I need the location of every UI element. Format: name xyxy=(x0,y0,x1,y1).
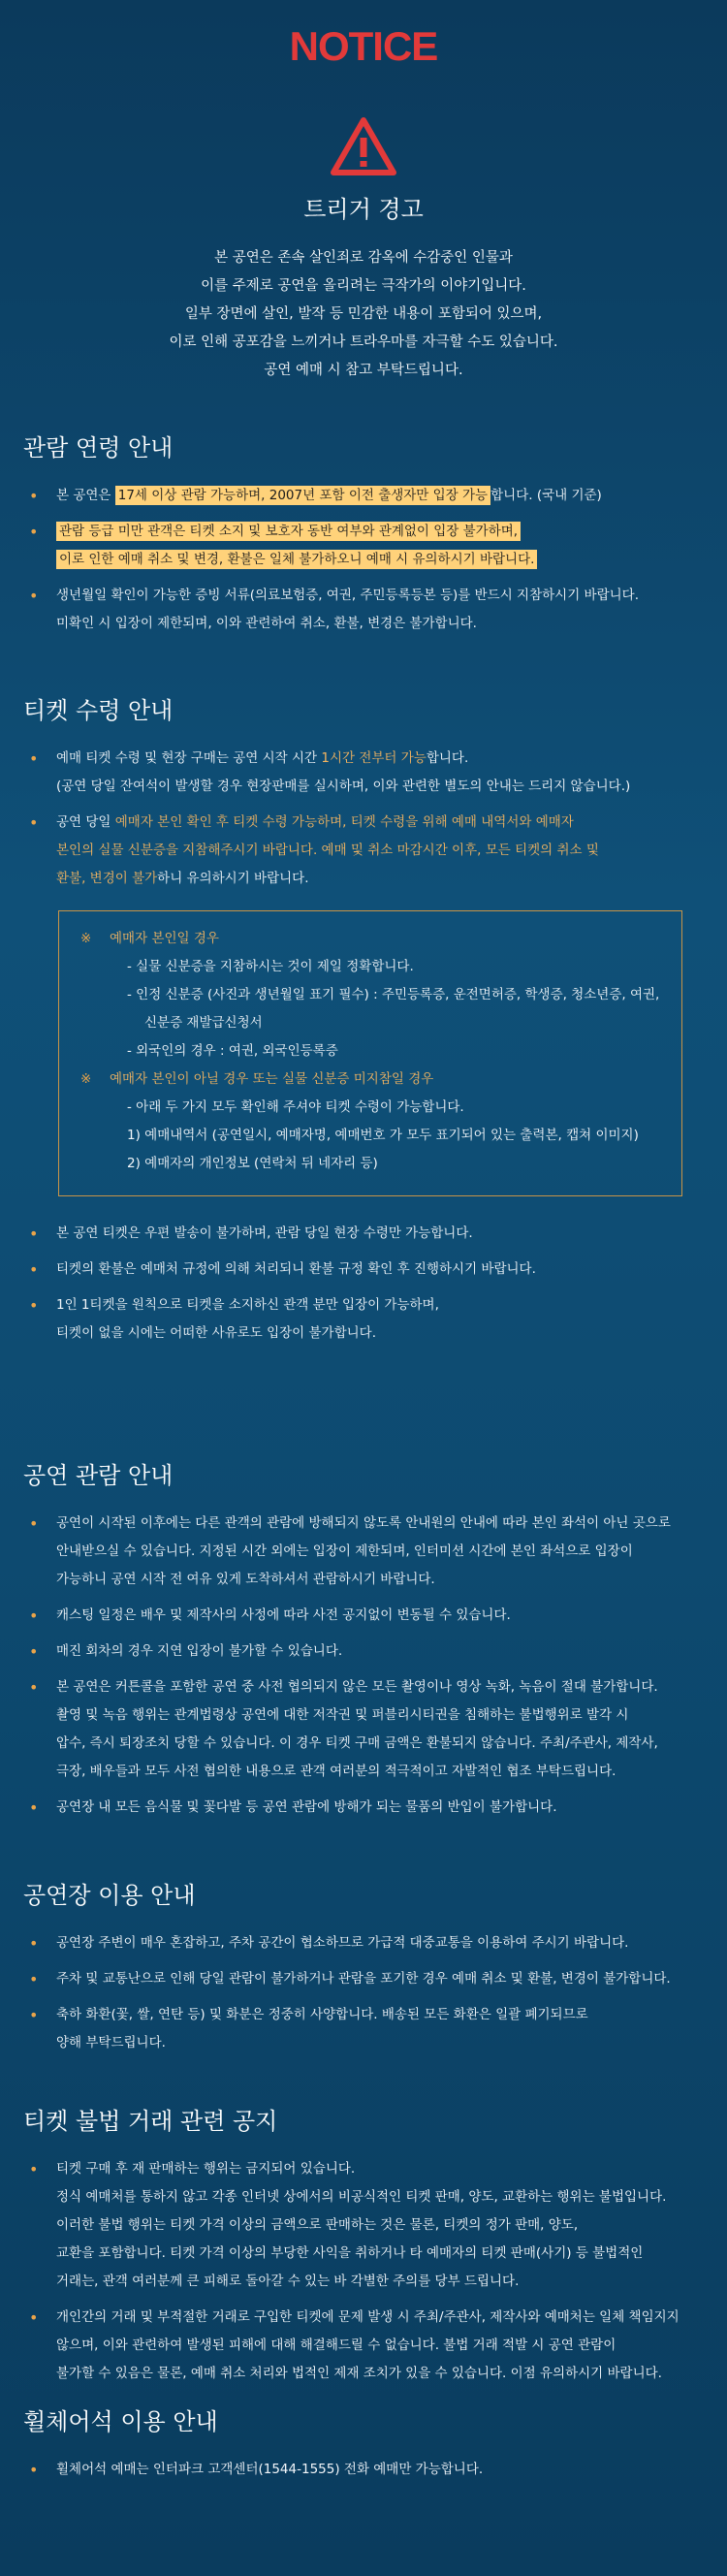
list-item: • 공연장 주변이 매우 혼잡하고, 주차 공간이 협소하므로 가급적 대중교통을 이용하여 주시기 바랍니다. xyxy=(23,1929,702,1957)
list-item: • 본 공연은 커튼콜을 포함한 공연 중 사전 협의되지 않은 모든 촬영이나 영상 녹화, 녹음이 절대 불가합니다. 촬영 및 녹음 행위는 관계법령상 공연에 대한 저작권 및 퍼블리시티권을 침해하는 불법행위로 발각 시 압수, 즉시 퇴장조치 당할 수 있습니다. 이 경우 티켓 구매 금액은 환불되지 않습니다. 주최/주관사, 제작사, 극장, 배우들과 모두 사전 협의한 내용으로 관객 여러분의 적극적이고 자발적인 협조 부탁드립니다. xyxy=(23,1673,702,1786)
list-item: • 티켓의 환불은 예매처 규정에 의해 처리되니 환불 규정 확인 후 진행하시기 바랍니다. xyxy=(23,1256,702,1284)
section-wheelchair xyxy=(23,2402,702,2492)
trigger-line: 이로 인해 공포감을 느끼거나 트라우마를 자극할 수도 있습니다. xyxy=(169,334,558,350)
section-age xyxy=(23,429,702,646)
highlight: 17세 이상 관람 가능하며, 2007년 포함 이전 출생자만 입장 가능 xyxy=(115,486,490,505)
bullet-icon: • xyxy=(29,1678,39,1697)
list-item: • 매진 회차의 경우 지연 입장이 불가할 수 있습니다. xyxy=(23,1638,702,1666)
bullet-icon: • xyxy=(29,2461,39,2479)
section-title: 관람 연령 안내 xyxy=(23,434,174,461)
trigger-warning-text xyxy=(0,244,727,385)
bullet-icon: • xyxy=(29,1798,39,1817)
list-item: • 캐스팅 일정은 배우 및 제작사의 사정에 따라 사전 공지없이 변동될 수 있습니다. xyxy=(23,1602,702,1630)
section-title: 티켓 수령 안내 xyxy=(23,697,174,724)
list-item: • 공연이 시작된 이후에는 다른 관객의 관람에 방해되지 않도록 안내원의 안내에 따라 본인 좌석이 아닌 곳으로 안내받으실 수 있습니다. 지정된 시간 외에는 입장이 제한되며, 인터미션 시간에 본인 좌석으로 입장이 가능하니 공연 시작 전 여유 있게 도착하셔서 관람하시기 바랍니다. xyxy=(23,1510,702,1594)
highlight: 이로 인한 예매 취소 및 변경, 환불은 일체 불가하오니 예매 시 유의하시기 바랍니다. xyxy=(56,550,537,569)
bullet-icon: • xyxy=(29,2006,39,2024)
bullet-icon: • xyxy=(29,813,39,832)
highlight: 관람 등급 미만 관객은 티켓 소지 및 보호자 동반 여부와 관계없이 입장 불가하며, xyxy=(56,522,521,541)
box-heading: ※ 예매자 본인일 경우 xyxy=(77,925,664,953)
bullet-icon: • xyxy=(29,523,39,541)
warning-triangle-icon xyxy=(330,116,397,176)
section-title: 휠체어석 이용 안내 xyxy=(23,2408,218,2435)
list-item: • 주차 및 교통난으로 인해 당일 관람이 불가하거나 관람을 포기한 경우 예매 취소 및 환불, 변경이 불가합니다. xyxy=(23,1965,702,1993)
list-item: • 공연 당일 예매자 본인 확인 후 티켓 수령 가능하며, 티켓 수령을 위해 예매 내역서와 예매자 본인의 실물 신분증을 지참해주시기 바랍니다. 예매 및 취소 마감시간 이후, 모든 티켓의 취소 및 환불, 변경이 불가하니 유의하시기 바랍니다. xyxy=(23,809,702,893)
bullet-icon: • xyxy=(29,2160,39,2178)
bullet-icon: • xyxy=(29,749,39,768)
section-venue xyxy=(23,1876,702,2065)
list-item: • 티켓 구매 후 재 판매하는 행위는 금지되어 있습니다. 정식 예매처를 통하지 않고 각종 인터넷 상에서의 비공식적인 티켓 판매, 양도, 교환하는 행위는 불법입니다. 이러한 불법 행위는 티켓 가격 이상의 금액으로 판매하는 것은 물론, 티켓의 정가 판매, 양도, 교환을 포함합니다. 티켓 가격 이상의 부당한 사익을 취하거나 타 예매자의 티켓 판매(사기) 등 불법적인 거래는, 관객 여러분께 큰 피해로 돌아갈 수 있는 바 각별한 주의를 당부 드립니다. xyxy=(23,2155,702,2296)
bullet-icon: • xyxy=(29,1296,39,1315)
trigger-line: 이를 주제로 공연을 올리려는 극작가의 이야기입니다. xyxy=(201,278,526,294)
section-title: 공연장 이용 안내 xyxy=(23,1882,196,1909)
bullet-icon: • xyxy=(29,1224,39,1243)
list-item: • 생년월일 확인이 가능한 증빙 서류(의료보험증, 여권, 주민등록등본 등)를 반드시 지참하시기 바랍니다. 미확인 시 입장이 제한되며, 이와 관련하여 취소, 환불, 변경은 불가합니다. xyxy=(23,582,702,638)
bullet-icon: • xyxy=(29,1934,39,1953)
list-item: • 본 공연 티켓은 우편 발송이 불가하며, 관람 당일 현장 수령만 가능합니다. xyxy=(23,1220,702,1248)
section-show xyxy=(23,1456,702,1829)
box-heading: ※ 예매자 본인이 아닐 경우 또는 실물 신분증 미지참일 경우 xyxy=(77,1065,664,1094)
list-item: • 예매 티켓 수령 및 현장 구매는 공연 시작 시간 1시간 전부터 가능합니다. (공연 당일 잔여석이 발생할 경우 현장판매를 실시하며, 이와 관련한 별도의 안내는 드리지 않습니다.) xyxy=(23,745,702,801)
list-item: • 휠체어석 예매는 인터파크 고객센터(1544-1555) 전화 예매만 가능합니다. xyxy=(23,2456,702,2484)
list-item: • 축하 화환(꽃, 쌀, 연탄 등) 및 화분은 정중히 사양합니다. 배송된 모든 화환은 일괄 폐기되므로 양해 부탁드립니다. xyxy=(23,2001,702,2057)
trigger-warning-title: 트리거 경고 xyxy=(303,196,424,223)
bullet-icon: • xyxy=(29,487,39,505)
reference-mark-icon: ※ xyxy=(80,1071,92,1087)
id-requirements-box: ※ 예매자 본인일 경우 - 실물 신분증을 지참하시는 것이 제일 정확합니다. - 인정 신분증 (사진과 생년월일 표기 필수) : 주민등록증, 운전면허증, 학생증, 청소년증, 여권, 신분증 재발급신청서 - 외국인의 경우 : 여권, 외국인등록증 ※ 예매자 본인이 아닐 경우 또는 실물 신분증 미지참일 경우 - 아래 두 가지 모두 확인해 주셔야 티켓 수령이 가능합니다. 1) 예매내역서 (공연일시, 예매자명, 예매번호 가 모두 표기되어 있는 출력본, 캡쳐 이미지) 2) 예매자의 개인정보 (연락처 뒤 네자리 등) xyxy=(58,910,682,1196)
trigger-line: 공연 예매 시 참고 부탁드립니다. xyxy=(264,363,463,378)
bullet-icon: • xyxy=(29,1642,39,1661)
section-title: 공연 관람 안내 xyxy=(23,1462,174,1489)
bullet-icon: • xyxy=(29,1514,39,1533)
notice-heading: NOTICE xyxy=(289,23,438,69)
bullet-icon: • xyxy=(29,1970,39,1988)
bullet-icon: • xyxy=(29,2308,39,2327)
section-title: 티켓 불법 거래 관련 공지 xyxy=(23,2108,278,2135)
list-item: • 공연장 내 모든 음식물 및 꽃다발 등 공연 관람에 방해가 되는 물품의 반입이 불가합니다. xyxy=(23,1794,702,1822)
list-item: • 개인간의 거래 및 부적절한 거래로 구입한 티켓에 문제 발생 시 주최/주관사, 제작사와 예매처는 일체 책임지지 않으며, 이와 관련하여 발생된 피해에 대해 해결해드릴 수 없습니다. 불법 거래 적발 시 공연 관람이 불가할 수 있음은 물론, 예매 취소 처리와 법적인 제재 조치가 있을 수 있습니다. 이점 유의하시기 바랍니다. xyxy=(23,2304,702,2388)
bullet-icon: • xyxy=(29,1606,39,1625)
list-item xyxy=(23,518,702,574)
list-item: • 본 공연은 17세 이상 관람 가능하며, 2007년 포함 이전 출생자만 입장 가능 합니다. (국내 기준) xyxy=(23,482,702,510)
trigger-line: 본 공연은 존속 살인죄로 감옥에 수감중인 인물과 xyxy=(214,250,513,266)
section-illegal xyxy=(23,2102,702,2396)
reference-mark-icon: ※ xyxy=(80,931,92,946)
bullet-icon: • xyxy=(29,1260,39,1279)
trigger-line: 일부 장면에 살인, 발작 등 민감한 내용이 포함되어 있으며, xyxy=(184,306,543,322)
section-ticket xyxy=(23,691,702,1355)
list-item: • 1인 1티켓을 원칙으로 티켓을 소지하신 관객 분만 입장이 가능하며, 티켓이 없을 시에는 어떠한 사유로도 입장이 불가합니다. xyxy=(23,1291,702,1348)
bullet-icon: • xyxy=(29,587,39,605)
